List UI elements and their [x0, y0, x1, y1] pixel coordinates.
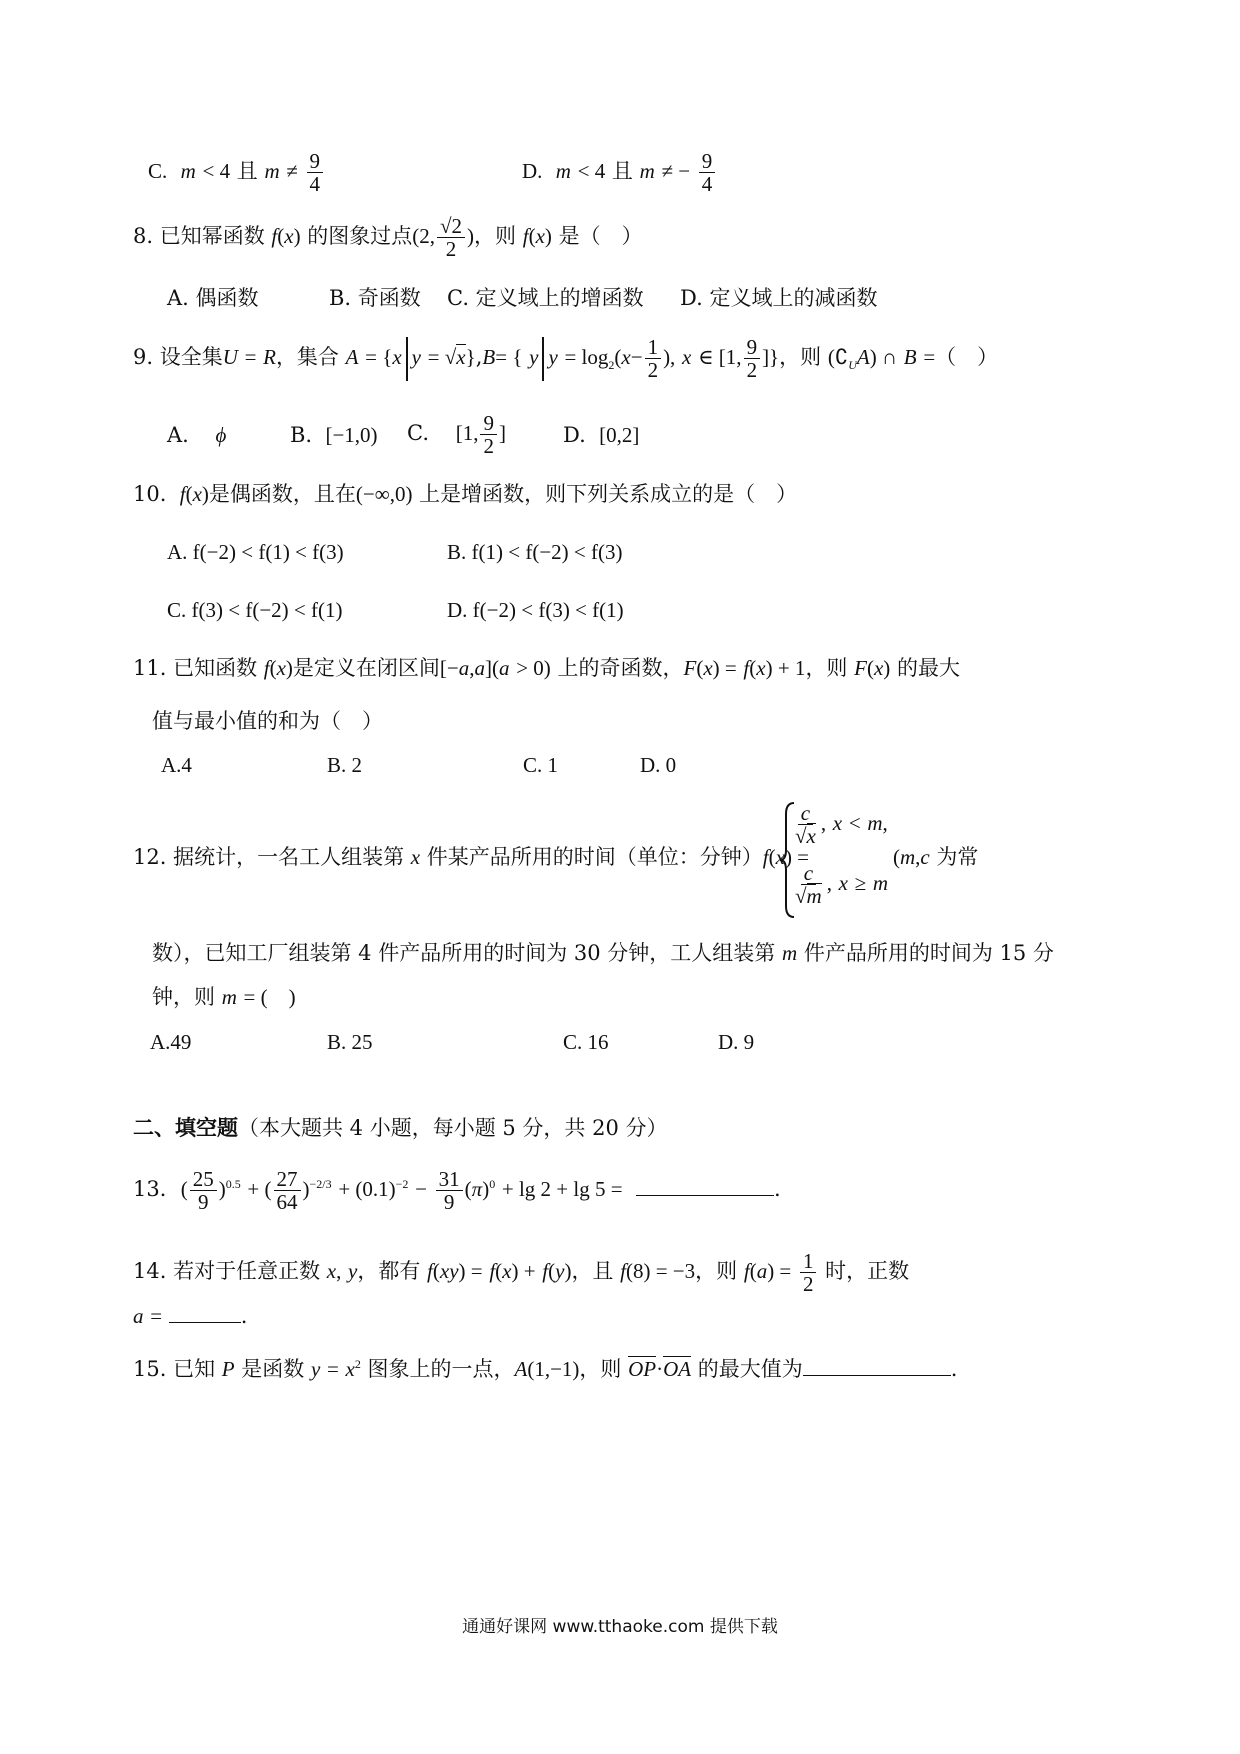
q12-stem-line1: 12. 据统计，一名工人组装第 x 件某产品所用的时间（单位：分钟）f(x) = [133, 845, 810, 869]
q11-option-a: A.4 [161, 753, 192, 777]
q9-option-c: C. [1, $\frac{9}{2}$ ] [407, 411, 506, 459]
q12-piece-2: $\frac{c}{√m}$ , x ≥ m [795, 861, 889, 909]
q9-option-b: B. [−1,0) [290, 423, 378, 447]
q7-option-c: C. m < 4 且 m ≠ $\frac{9}{4}$ [148, 150, 325, 195]
q9-option-d: D. [0,2] [563, 423, 640, 447]
q8-stem: 8. 已知幂函数 f(x) 的图象过点(2, $\frac{√2}{2}$ )，则 f(x) 是（ ） [133, 214, 643, 262]
q10-option-b: B. f(1) < f(−2) < f(3) [447, 540, 623, 564]
q11-stem-line2: 值与最小值的和为（ ） [152, 709, 383, 733]
q13-stem: 13．( $\frac{25}{9}$ )$^{0.5}$ + ( $\frac{27}{64}$ )$^{-2/3} + (0.1)^{-2}$ − $\frac{31}{9}$ $(\pi)^0 + \lg 2 + \lg 5$ = . [133, 1167, 781, 1215]
q11-stem-line1: 11. 已知函数 f(x)是定义在闭区间[−a,a](a > 0) 上的奇函数，F(x) = f(x) + 1，则 F(x) 的最大 [133, 656, 960, 680]
q7-option-d: D. m < 4 且 m ≠ − $\frac{9}{4}$ [522, 150, 717, 195]
q8-option-b: B. 奇函数 [329, 286, 421, 310]
q10-option-d: D. f(−2) < f(3) < f(1) [447, 598, 624, 622]
q10-option-c: C. f(3) < f(−2) < f(1) [167, 598, 343, 622]
q12-option-c: C. 16 [563, 1030, 609, 1054]
page-footer: 通通好课网 www.tthaoke.com 提供下载 [462, 1617, 778, 1637]
q10-stem: 10. f(x)是偶函数，且在(−∞,0) 上是增函数，则下列关系成立的是（ ） [133, 482, 798, 506]
q8-option-a: A. 偶函数 [167, 286, 259, 310]
q12-option-b: B. 25 [327, 1030, 373, 1054]
q10-option-a: A. f(−2) < f(1) < f(3) [167, 540, 344, 564]
q12-option-d: D. 9 [718, 1030, 755, 1054]
q14-stem-line1: 14. 若对于任意正数 x, y，都有 f(xy) = f(x) + f(y)，且 f(8) = −3，则 f(a) = $\frac{1}{2}$ 时，正数 [133, 1249, 910, 1297]
q12-const-note: (m,c 为常 [893, 845, 979, 869]
q11-option-d: D. 0 [640, 753, 677, 777]
q8-option-c: C. 定义域上的增函数 [447, 286, 644, 310]
q11-option-b: B. 2 [327, 753, 363, 777]
q8-option-d: D. 定义域上的减函数 [680, 286, 878, 310]
q9-stem: 9. 设全集U = R，集合 A = {x y = √x},B= { y $y = \log_2(x-$ $\frac{1}{2}$ ), x ∈ [1, $\frac{9}{2}$ ]}，则 $(∁_UA)$ ∩ B =（ ） [133, 335, 999, 383]
q15-stem: 15. 已知 P 是函数 $y = x^2$ 图象上的一点，A(1,−1)，则 OP·OA 的最大值为 . [133, 1357, 958, 1381]
q9-option-a: A. ϕ [167, 423, 227, 447]
q14-stem-line2: a = . [133, 1304, 248, 1328]
q12-piece-1: $\frac{c}{√x}$ , x < m, [795, 801, 888, 849]
q12-stem-line3: 钟，则 m = ( ) [152, 985, 296, 1009]
q12-stem-line2: 数），已知工厂组装第 4 件产品所用的时间为 30 分钟，工人组装第 m 件产品所用的时间为 15 分 [152, 941, 1054, 965]
q12-option-a: A.49 [150, 1030, 192, 1054]
section-2-heading: 二、填空题（本大题共 4 小题，每小题 5 分，共 20 分） [133, 1116, 668, 1140]
q11-option-c: C. 1 [523, 753, 559, 777]
